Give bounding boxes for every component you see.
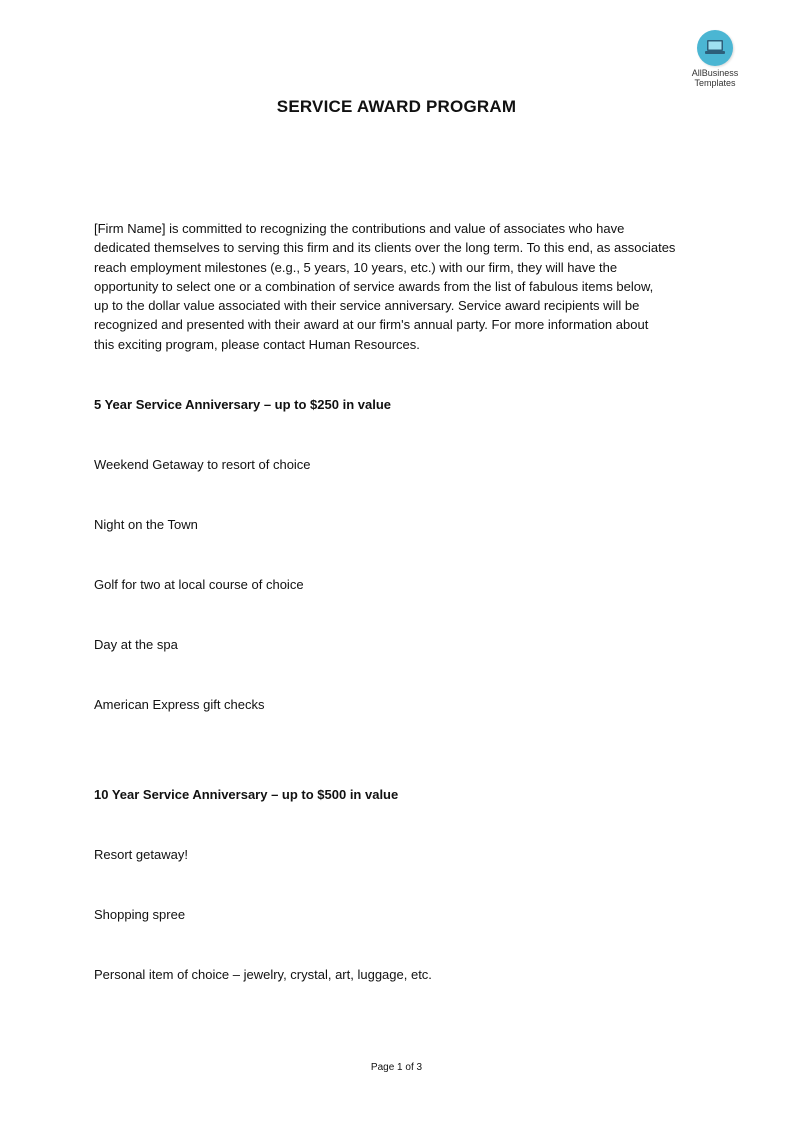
award-item: Day at the spa — [94, 637, 178, 652]
intro-line: opportunity to select one or a combination of service awards from the list of fabulous items below, — [94, 278, 654, 294]
intro-paragraph — [94, 219, 704, 354]
award-item: Shopping spree — [94, 907, 186, 922]
award-item: American Express gift checks — [94, 697, 265, 712]
page-title: SERVICE AWARD PROGRAM — [276, 97, 517, 116]
section-heading-5-year: 5 Year Service Anniversary – up to $250 in value — [94, 397, 392, 412]
intro-line: dedicated themselves to serving this firm and its clients over the long term. To this end, as associates — [94, 240, 676, 256]
section-heading-10-year: 10 Year Service Anniversary – up to $500 in value — [94, 787, 399, 802]
award-item: Golf for two at local course of choice — [94, 577, 304, 592]
award-item: Personal item of choice – jewelry, crystal, art, luggage, etc. — [94, 967, 432, 982]
intro-line: up to the dollar value associated with their service anniversary. Service award recipients will be — [94, 298, 640, 314]
intro-line: reach employment milestones (e.g., 5 years, 10 years, etc.) with our firm, they will have the — [94, 259, 618, 275]
laptop-icon — [697, 30, 733, 66]
logo-line-1: AllBusiness — [691, 68, 739, 78]
intro-line: recognized and presented with their award at our firm's annual party. For more information about — [94, 317, 649, 333]
allbusiness-templates-logo — [682, 30, 748, 88]
intro-line: [Firm Name] is committed to recognizing the contributions and value of associates who have — [94, 221, 625, 236]
award-item: Weekend Getaway to resort of choice — [94, 457, 311, 472]
page-number: Page 1 of 3 — [370, 1062, 423, 1073]
award-item: Resort getaway! — [94, 847, 188, 862]
intro-line: this exciting program, please contact Human Resources. — [94, 336, 420, 352]
award-item: Night on the Town — [94, 517, 198, 532]
logo-line-2: Templates — [694, 78, 736, 88]
